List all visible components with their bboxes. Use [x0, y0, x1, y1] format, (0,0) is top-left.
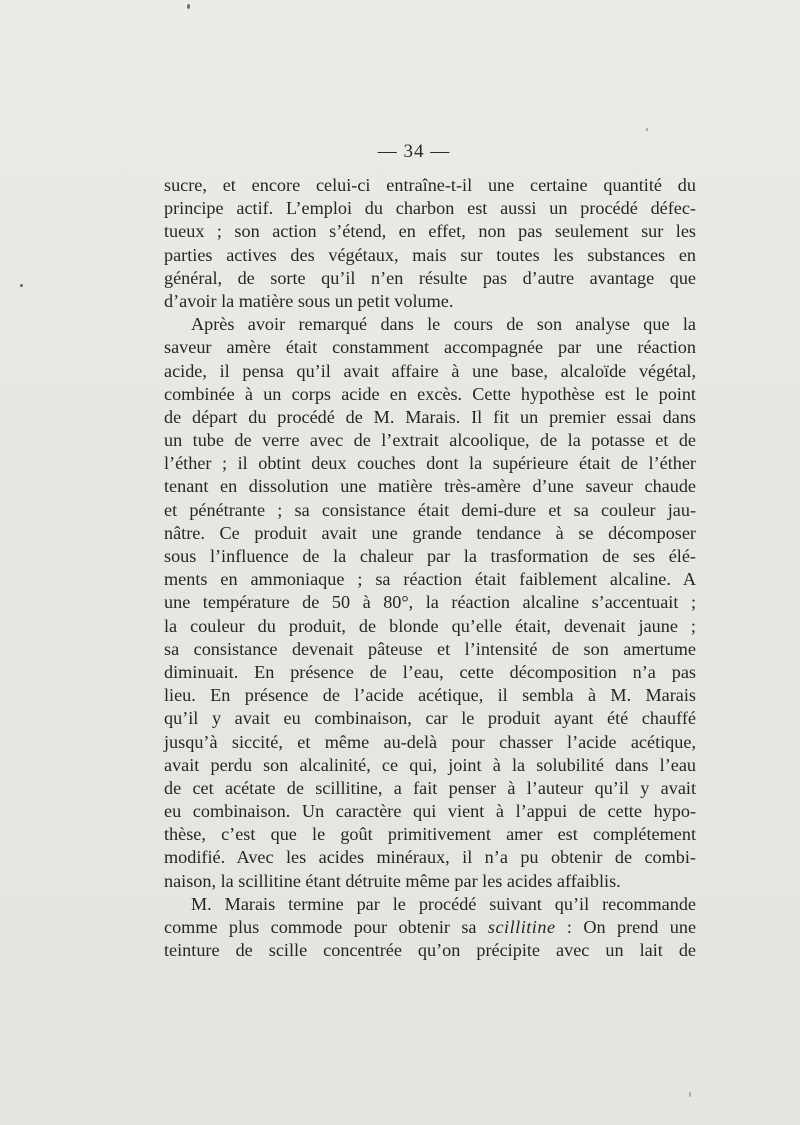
text-line: parties actives des végétaux, mais sur toutes les substances en — [164, 244, 696, 265]
text-line: lieu. En présence de l’acide acétique, il sembla à M. Marais — [164, 685, 696, 706]
page-number: — 34 — — [377, 141, 451, 162]
text-segment: : On prend une — [566, 917, 697, 937]
text-line: de cet acétate de scillitine, a fait penser à l’auteur qu’il y avait — [164, 777, 696, 798]
text-line: naison, la scillitine étant détruite même par les acides affaiblis. — [164, 870, 621, 891]
text-line: une température de 50 à 80°, la réaction alcaline s’accentuait ; — [164, 592, 696, 613]
text-line: teinture de scille concentrée qu’on précipite avec un lait de — [164, 940, 696, 961]
text-line: d’avoir la matière sous un petit volume. — [164, 290, 454, 311]
text-line: sa consistance devenait pâteuse et l’intensité de son amertume — [164, 638, 696, 659]
text-line: jusqu’à siccité, et même au-delà pour chasser l’acide acétique, — [164, 731, 696, 752]
text-line: thèse, c’est que le goût primitivement amer est complétement — [164, 824, 696, 845]
text-line: sous l’influence de la chaleur par la trasformation de ses élé- — [164, 546, 696, 566]
text-line: saveur amère était constamment accompagnée par une réaction — [164, 337, 696, 358]
text-lines — [164, 174, 696, 893]
paper-speck — [187, 4, 190, 9]
italic-term: scillitine — [487, 917, 556, 937]
text-line: l’éther ; il obtint deux couches dont la supérieure était de l’éther — [164, 453, 696, 474]
text-line: diminuait. En présence de l’eau, cette décomposition n’a pas — [164, 661, 696, 682]
text-segment: comme plus commode pour obtenir sa — [164, 917, 477, 937]
body-text — [164, 174, 696, 962]
text-line: général, de sorte qu’il n’en résulte pas d’autre avantage que — [164, 267, 696, 288]
paper-speck — [689, 1092, 691, 1097]
text-line: eu combinaison. Un caractère qui vient à l’appui de cette hypo- — [164, 801, 696, 822]
text-line: sucre, et encore celui-ci entraîne-t-il une certaine quantité du — [164, 175, 696, 195]
text-line: la couleur du produit, de blonde qu’elle était, devenait jaune ; — [164, 615, 696, 636]
text-line: M. Marais termine par le procédé suivant qu’il recommande — [191, 893, 696, 914]
text-line: de départ du procédé de M. Marais. Il fit un premier essai dans — [164, 406, 696, 427]
text-line: Après avoir remarqué dans le cours de son analyse que la — [191, 314, 696, 335]
text-line — [164, 916, 696, 939]
paper-speck — [20, 284, 23, 287]
text-line: ments en ammoniaque ; sa réaction était faiblement alcaline. A — [164, 569, 696, 590]
text-line: nâtre. Ce produit avait une grande tendance à se décomposer — [164, 522, 696, 543]
text-line: tueux ; son action s’étend, en effet, non pas seulement sur les — [164, 221, 696, 242]
text-line: modifié. Avec les acides minéraux, il n’a pu obtenir de combi- — [164, 847, 696, 868]
text-line: combinée à un corps acide en excès. Cette hypothèse est le point — [164, 383, 696, 404]
text-line: acide, il pensa qu’il avait affaire à une base, alcaloïde végétal, — [164, 360, 696, 381]
text-line: tenant en dissolution une matière très-amère d’une saveur chaude — [164, 476, 696, 497]
paper-speck — [646, 128, 648, 131]
text-line: avait perdu son alcalinité, ce qui, joint à la solubilité dans l’eau — [164, 754, 696, 775]
text-line: un tube de verre avec de l’extrait alcoolique, de la potasse et de — [164, 430, 696, 451]
text-line: principe actif. L’emploi du charbon est aussi un procédé défec- — [164, 198, 696, 219]
text-line: qu’il y avait eu combinaison, car le produit ayant été chauffé — [164, 708, 696, 729]
text-line: et pénétrante ; sa consistance était demi-dure et sa couleur jau- — [164, 499, 696, 520]
